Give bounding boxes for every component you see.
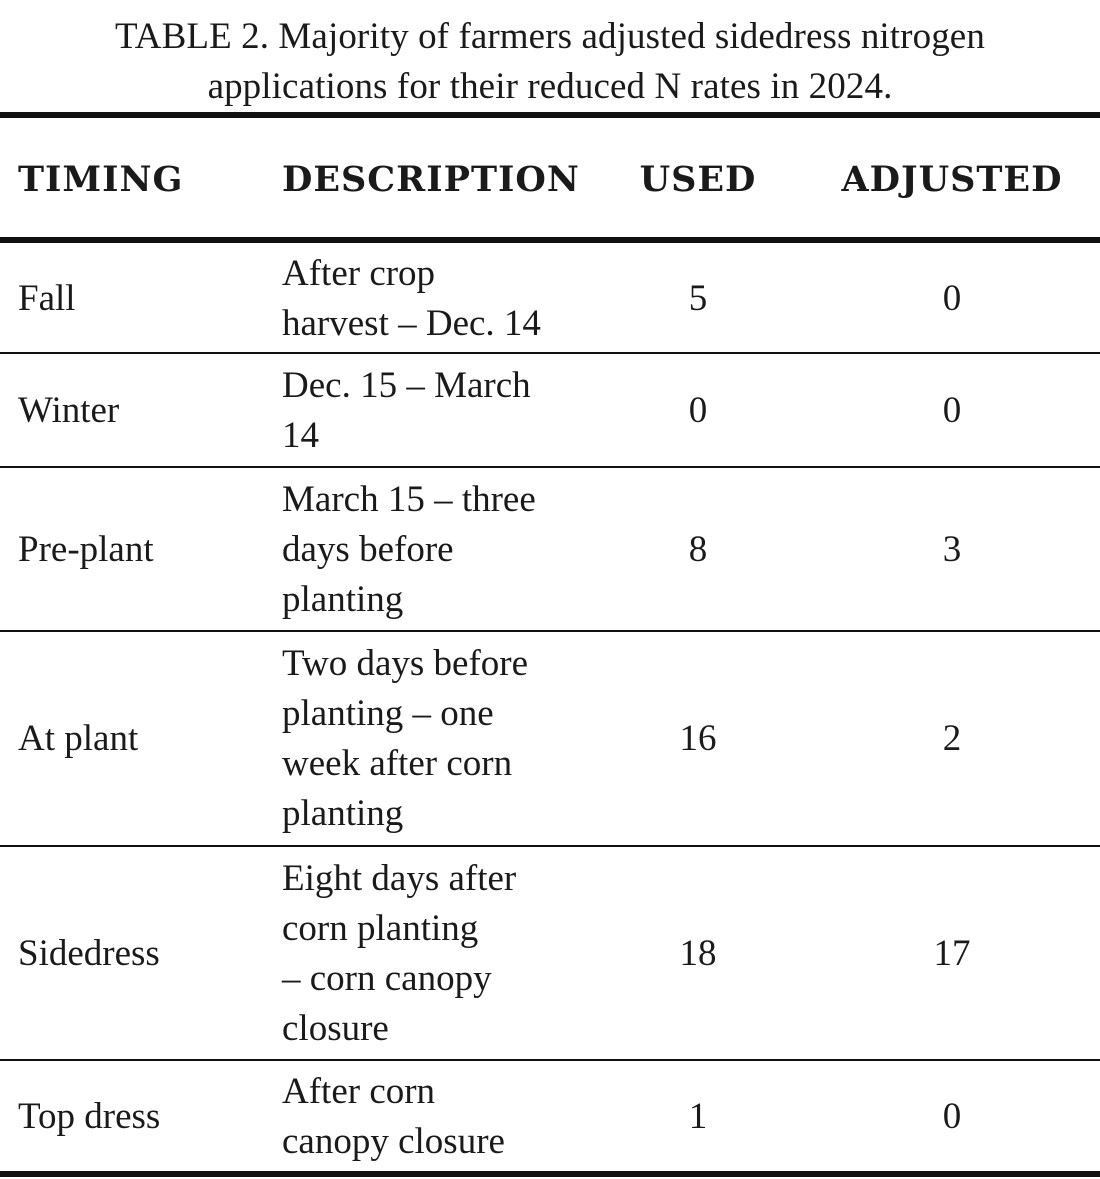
header-description: DESCRIPTION xyxy=(282,159,580,200)
description-line: 14 xyxy=(282,415,319,456)
description-line: corn planting xyxy=(282,908,479,949)
table-row xyxy=(0,634,1100,844)
header-rule xyxy=(0,237,1100,243)
description-line: canopy closure xyxy=(282,1121,505,1162)
cell-used: 0 xyxy=(688,390,708,431)
cell-used: 5 xyxy=(688,278,708,319)
cell-used: 8 xyxy=(688,529,708,570)
description-line: planting xyxy=(282,793,404,834)
cell-description xyxy=(282,634,592,844)
cell-description xyxy=(282,246,592,352)
cell-description xyxy=(282,470,592,630)
cell-adjusted: 2 xyxy=(942,718,962,759)
table-caption xyxy=(0,12,1100,112)
cell-adjusted: 0 xyxy=(942,1096,962,1137)
description-line: week after corn xyxy=(282,743,513,784)
description-line: planting xyxy=(282,579,404,620)
cell-description xyxy=(282,849,592,1059)
cell-used: 1 xyxy=(688,1096,708,1137)
cell-timing: Top dress xyxy=(18,1096,161,1137)
row-divider xyxy=(0,630,1100,632)
table-row xyxy=(0,1063,1100,1171)
cell-timing: Pre-plant xyxy=(18,529,154,570)
description-line: After corn xyxy=(282,1071,436,1112)
description-line: planting – one xyxy=(282,693,494,734)
caption-line-2: applications for their reduced N rates in 2024. xyxy=(207,66,893,107)
top-rule xyxy=(0,112,1100,118)
table-row xyxy=(0,246,1100,352)
table-row xyxy=(0,356,1100,466)
description-line: After crop xyxy=(282,253,436,294)
bottom-rule xyxy=(0,1171,1100,1177)
cell-description xyxy=(282,356,592,466)
description-line: closure xyxy=(282,1008,389,1049)
row-divider xyxy=(0,1059,1100,1061)
cell-adjusted: 17 xyxy=(933,933,971,974)
cell-timing: Sidedress xyxy=(18,933,160,974)
cell-timing: At plant xyxy=(18,718,139,759)
cell-adjusted: 0 xyxy=(942,390,962,431)
row-divider xyxy=(0,352,1100,354)
description-line: Eight days after xyxy=(282,858,517,899)
cell-used: 18 xyxy=(679,933,717,974)
header-adjusted: ADJUSTED xyxy=(841,159,1063,200)
description-line: Dec. 15 – March xyxy=(282,365,531,406)
cell-timing: Fall xyxy=(18,278,76,319)
cell-used: 16 xyxy=(679,718,717,759)
cell-description xyxy=(282,1063,592,1171)
cell-adjusted: 0 xyxy=(942,278,962,319)
description-line: Two days before xyxy=(282,643,529,684)
description-line: – corn canopy xyxy=(282,958,492,999)
header-used: USED xyxy=(639,159,757,200)
caption-line-1: TABLE 2. Majority of farmers adjusted sidedress nitrogen xyxy=(115,16,985,57)
description-line: harvest – Dec. 14 xyxy=(282,303,541,344)
table-row xyxy=(0,470,1100,630)
table-row xyxy=(0,849,1100,1059)
row-divider xyxy=(0,845,1100,847)
row-divider xyxy=(0,466,1100,468)
cell-adjusted: 3 xyxy=(942,529,962,570)
description-line: days before xyxy=(282,529,454,570)
header-timing: TIMING xyxy=(18,159,184,200)
cell-timing: Winter xyxy=(18,390,120,431)
description-line: March 15 – three xyxy=(282,479,536,520)
